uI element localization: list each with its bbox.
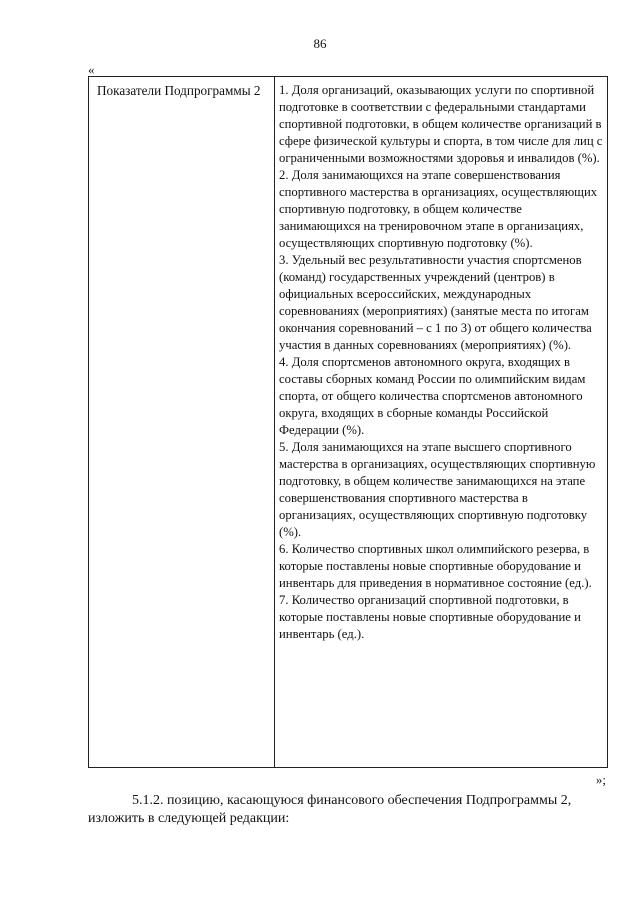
opening-quote: «	[88, 62, 95, 77]
table-items-cell	[279, 82, 605, 643]
amendment-paragraph	[88, 792, 610, 828]
indicators-table	[88, 76, 608, 768]
indicator-item-7: 7. Количество организаций спортивной подготовки, в которые поставлены новые спортивные оборудование и инвентарь (ед.).	[279, 593, 581, 641]
indicator-item-2: 2. Доля занимающихся на этапе совершенствования спортивного мастерства в организациях, осуществляющих спортивную подготовку, в общем количестве занимающихся на тренировочном этапе в организациях, осуществляющих спортивную подготовку (%).	[279, 168, 598, 250]
page-number: 86	[313, 36, 327, 51]
closing-quote: »;	[595, 772, 606, 787]
table-label-cell: Показатели Подпрограммы 2	[97, 83, 261, 98]
indicator-item-6: 6. Количество спортивных школ олимпийского резерва, в которые поставлены новые спортивные оборудование и инвентарь для приведения в нормативное состояние (ед.).	[279, 542, 592, 590]
indicator-item-5: 5. Доля занимающихся на этапе высшего спортивного мастерства в организациях, осуществляющих спортивную подготовку, в общем количестве занимающихся на этапе совершенствования спортивного мастерства в организациях, осуществляющих спортивную подготовку (%).	[279, 440, 596, 539]
indicator-item-1: 1. Доля организаций, оказывающих услуги по спортивной подготовке в соответствии с федеральными стандартами спортивной подготовки, в общем количестве организаций в сфере физической культуры и спорта, в том числе для лиц с ограниченными возможностями здоровья и инвалидов (%).	[279, 83, 603, 165]
indicator-item-3: 3. Удельный вес результативности участия спортсменов (команд) государственных учреждений (центров) в официальных всероссийских, международных соревнованиях (мероприятиях) (занятые места по итогам окончания соревнований – с 1 по 3) от общего количества участия в данных соревнованиях (мероприятиях) (%).	[279, 253, 592, 352]
indicator-item-4: 4. Доля спортсменов автономного округа, входящих в составы сборных команд России по олимпийским видам спорта, от общего количества спортсменов автономного округа, входящих в сборные команды Российской Федерации (%).	[279, 355, 586, 437]
paragraph-text: 5.1.2. позицию, касающуюся финансового обеспечения Подпрограммы 2, изложить в следующей редакции:	[88, 793, 572, 826]
column-divider	[274, 77, 275, 767]
